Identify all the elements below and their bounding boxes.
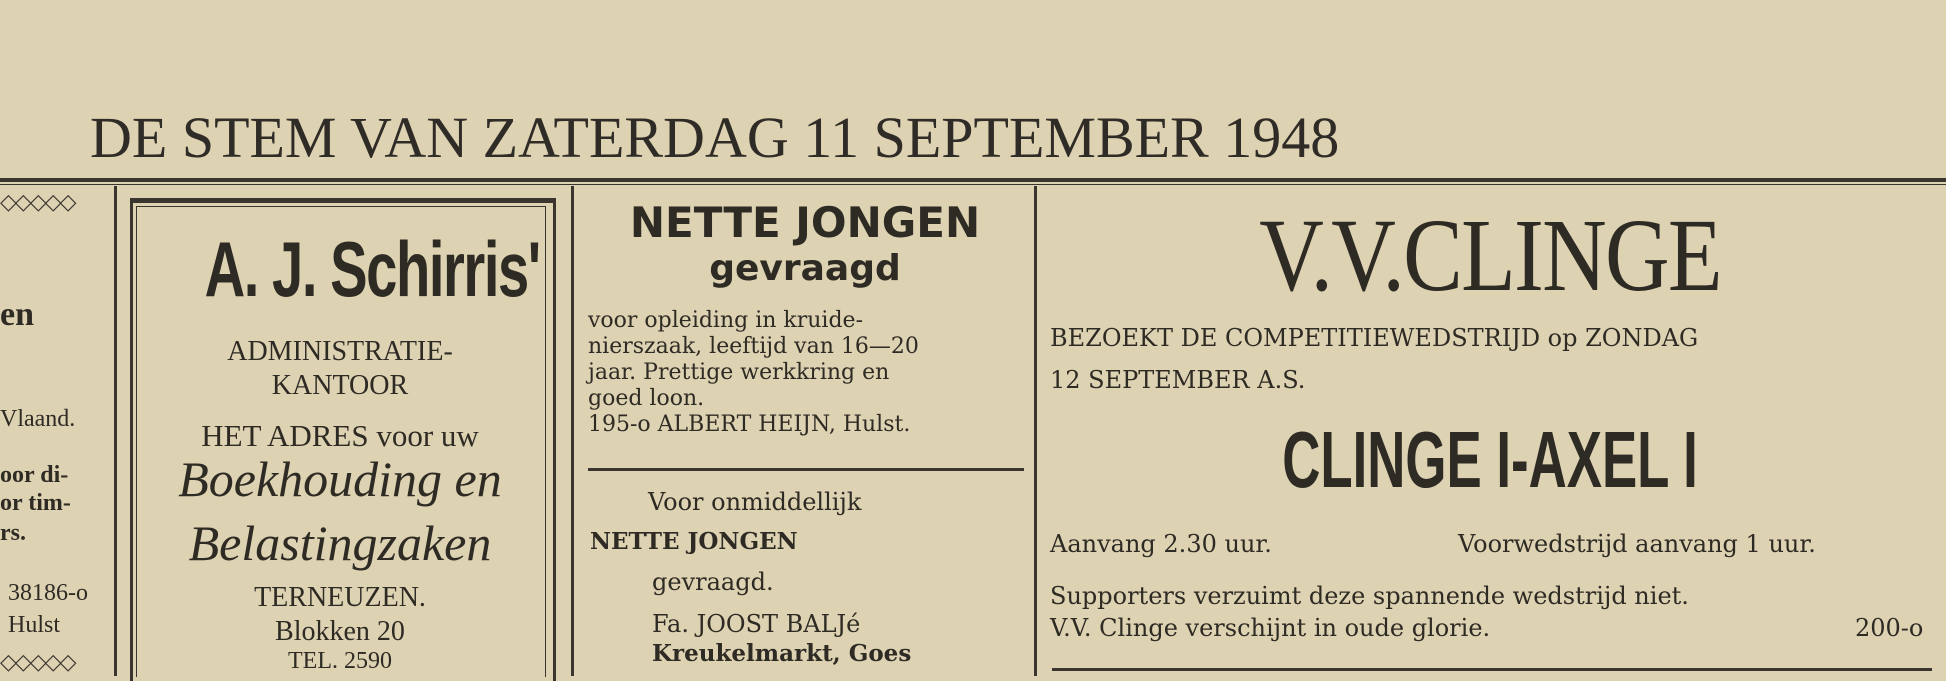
company-name: Fa. JOOST BALJé [652, 610, 861, 638]
ad-heading: NETTE JONGEN [629, 198, 981, 247]
town-name: Hulst [8, 612, 61, 638]
club-name: V.V.CLINGE [1259, 198, 1721, 313]
text-line: or tim- [0, 490, 71, 516]
ad-body-line: goed loon. [588, 386, 705, 411]
ad-intro: Voor onmiddellijk [648, 488, 862, 516]
text-line: rs. [0, 520, 26, 546]
ad-body-line: voor opleiding in kruide- [588, 308, 863, 333]
city: TERNEUZEN. [254, 582, 426, 613]
ad-subheading: gevraagd. [652, 568, 774, 596]
column-divider [571, 186, 574, 676]
tagline: HET ADRES voor uw [201, 418, 479, 453]
ornament-border: ◇◇◇◇◇ [0, 190, 75, 215]
ad-signature: 195-o ALBERT HEIJN, Hulst. [588, 412, 911, 437]
page-title: DE STEM VAN ZATERDAG 11 SEPTEMBER 1948 [90, 105, 1340, 170]
service-line: Boekhouding en [178, 451, 502, 507]
column-divider [1034, 186, 1037, 676]
phone-number: TEL. 2590 [288, 648, 392, 674]
ad-divider [588, 468, 1024, 471]
masthead-rule [0, 178, 1946, 182]
ad-subheading: gevraagd [709, 248, 901, 289]
announcement-line: 12 SEPTEMBER A.S. [1050, 366, 1306, 394]
reference-number: 200-o [1855, 614, 1924, 642]
text-line: oor di- [0, 462, 69, 488]
text-line: Vlaand. [0, 406, 76, 432]
supporters-line: V.V. Clinge verschijnt in oude glorie. [1050, 614, 1491, 642]
ad-body-line: jaar. Prettige werkkring en [588, 360, 890, 385]
business-type: KANTOOR [271, 370, 409, 401]
masthead-rule-thin [0, 184, 1946, 185]
address: Kreukelmarkt, Goes [652, 640, 912, 667]
ad-divider [1052, 668, 1932, 671]
service-line: Belastingzaken [188, 515, 492, 571]
column-divider [114, 186, 117, 676]
supporters-line: Supporters verzuimt deze spannende wedstrijd niet. [1050, 582, 1689, 610]
match-title: CLINGE I-AXEL I [1282, 415, 1698, 504]
pre-match-time: Voorwedstrijd aanvang 1 uur. [1458, 530, 1816, 558]
business-type: ADMINISTRATIE- [227, 336, 453, 367]
company-name: A. J. Schirris' [204, 225, 540, 313]
address: Blokken 20 [275, 616, 405, 647]
kickoff-time: Aanvang 2.30 uur. [1050, 530, 1272, 558]
heading-fragment: en [0, 296, 34, 333]
reference-number: 38186-o [8, 580, 88, 606]
ornament-border: ◇◇◇◇◇ [0, 650, 75, 675]
ad-body-line: nierszaak, leeftijd van 16—20 [588, 334, 919, 359]
ad-heading: NETTE JONGEN [590, 528, 798, 555]
announcement-line: BEZOEKT DE COMPETITIEWEDSTRIJD op ZONDAG [1050, 324, 1699, 352]
